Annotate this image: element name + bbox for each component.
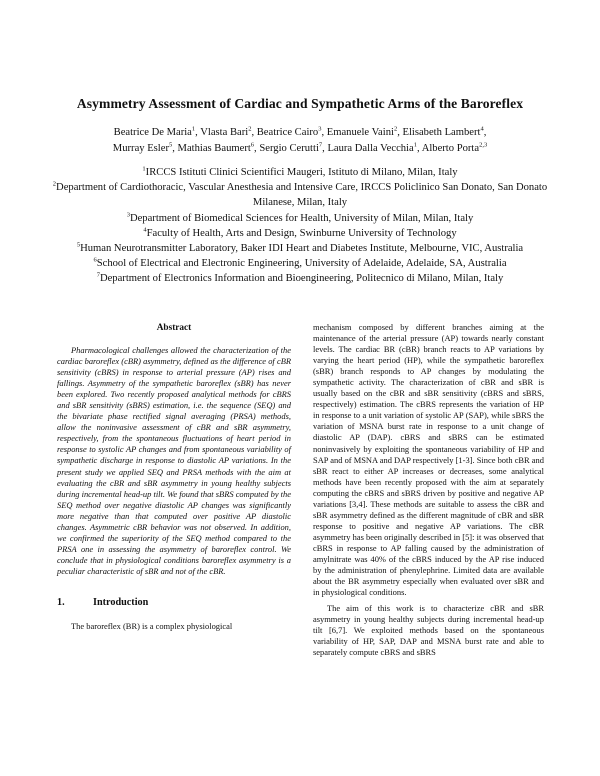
affiliation-text: Department of Cardiothoracic, Vascular Anesthesia and Intensive Care, IRCCS Policlinico San Donato, San Donato Milanese, Milan, Italy <box>56 182 548 209</box>
author-name: Laura Dalla Vecchia <box>327 142 414 154</box>
affiliation-text: Human Neurotransmitter Laboratory, Baker IDI Heart and Diabetes Institute, Melbourne, VIC, Australia <box>80 243 524 255</box>
author-affil-sup: 4 <box>480 125 484 133</box>
author-list <box>60 125 540 156</box>
author-name: Murray Esler <box>112 142 169 154</box>
affiliation <box>40 165 560 180</box>
affiliation <box>40 256 560 271</box>
affiliation <box>40 241 560 256</box>
affiliation-text: School of Electrical and Electronic Engineering, University of Adelaide, Adelaide, SA, Australia <box>96 258 507 270</box>
affiliation-text: IRCCS Istituti Clinici Scientifici Maugeri, Istituto di Milano, Milan, Italy <box>145 167 458 178</box>
author-affil-sup: 7 <box>318 140 323 148</box>
author-name: Elisabeth Lambert <box>402 127 481 138</box>
affiliation <box>40 180 560 210</box>
author-affil-sup: 1 <box>413 140 417 148</box>
author-name: Beatrice Cairo <box>256 127 319 138</box>
author-name: Mathias Baumert <box>177 142 251 154</box>
affiliation-sup: 4 <box>143 226 147 234</box>
body-paragraph: mechanism composed by different branches aiming at the maintenance of the arterial pressure (AP) towards nearly constant levels. The cardiac BR (cBR) branch reacts to AP variations by varying the heart period (HP), while the sympathetic baroreflex (sBR) branch responds to AP changes by modulating the sympathetic activity. The characterization of cBR and sBR is usually based on the cBR and sBR sensitivity (cBRS and sBRS, respectively) estimation. The cBRS represents the variation of HP in response to a unit variation of systolic AP (SAP), while sBRS the variation of MSNA burst rate in response to a unit change of diastolic AP (DAP). cBRS and sBRS can be estimated noninvasively by exploiting the spontaneous variability of HP and SAP and of MSNA and DAP respectively [1-3]. Since both cBR and sBR react to either AP increases or decreases, some analytical methods have been recently proposed with the aim at separately computing the cBRS and sBRS driven by positive and negative AP variations [3,4]. These methods are suitable to assess the cBR and sBR asymmetry defined as the different magnitude of cBR and sBR response to positive and negative AP variations. The cBR asymmetry has been originally described in [5]: it was observed that cBRS in response to AP falling caused by the administration of amylnitrate was 40% of the cBRS induced by the AP rise induced by the administration of phenylephrine. Limited data are available about the BR asymmetry especially when evaluated over sBR and in physiological conditions. <box>313 322 544 598</box>
affiliation-text: Faculty of Health, Arts and Design, Swinburne University of Technology <box>146 227 457 239</box>
author-name: Alberto Porta <box>421 142 480 154</box>
section-title: Introduction <box>93 596 149 608</box>
affiliation <box>40 271 560 286</box>
author-affil-sup: 3 <box>318 125 322 133</box>
author-name: Vlasta Bari <box>200 127 249 138</box>
section-number: 1. <box>57 596 65 608</box>
author-affil-sup: 5 <box>168 140 173 148</box>
affiliation-sup: 7 <box>96 271 100 279</box>
abstract-text: Pharmacological challenges allowed the characterization of the cardiac baroreflex (cBR) asymmetry, defined as the difference of cBR sensitivity (cBRS) in response to arterial pressure (AP) rises and fallings. Asymmetry of the sympathetic baroreflex (sBR) has never been explored. Two recently proposed analytical methods for cBRS and sBR sensitivity (sBRS) estimation, i.e. the sequence (SEQ) and the bivariate phase rectified signal averaging (PRSA) methods, allow the noninvasive assessment of cBR and sBR asymmetry, respectively, from the spontaneous fluctuations of heart period in response to systolic AP changes and from spontaneous variability of sympathetic discharge in response to diastolic AP variations. In the present study we applied SEQ and PRSA methods with the aim at evaluating the cBR and sBR asymmetry in young healthy subjects during incremental head-up tilt. We found that sBRS computed by the SEQ method over negative diastolic AP changes was significantly more negative than that computed over positive AP diastolic changes. Asymmetric cBR behavior was not observed. In addition, we confirmed the superiority of the SEQ method compared to the PRSA one in assessing the asymmetry of baroreflex control. We conclude that in physiological conditions baroreflex asymmetry is a peculiar characteristic of sBR and not of the cBR. <box>57 345 291 576</box>
author-name: Emanuele Vaini <box>326 127 394 138</box>
affiliation-sup: 2 <box>52 180 57 188</box>
introduction-heading <box>57 596 291 609</box>
abstract-heading: Abstract <box>156 323 192 333</box>
affiliation-text: Department of Biomedical Sciences for Health, University of Milan, Milan, Italy <box>129 212 474 224</box>
author-name: Beatrice De Maria <box>113 127 192 138</box>
left-column <box>57 322 291 632</box>
author-affil-sup: 2 <box>393 125 398 133</box>
author-affil-sup: 1 <box>191 125 196 133</box>
affiliation-text: Department of Electronics Information and Bioengineering, Politecnico di Milano, Milan, Italy <box>99 273 504 285</box>
affiliation-sup: 5 <box>76 241 81 249</box>
author-affil-sup: 2 <box>248 125 252 133</box>
affiliation-sup: 1 <box>142 165 146 173</box>
affiliation-sup: 6 <box>93 256 97 264</box>
author-affil-sup: 6 <box>250 140 255 148</box>
introduction-text: The baroreflex (BR) is a complex physiological <box>71 620 233 631</box>
author-affil-sup: 2,3 <box>479 140 488 148</box>
author-line-2: Murray Esler$^5$, Mathias Baumert$^6$, Sergio Cerutti$^7$, Laura Dalla Vecchia$^1$, Alberto Porta$^{2,3}$ <box>112 140 488 154</box>
body-paragraph: The aim of this work is to characterize cBR and sBR asymmetry in young healthy subjects during incremental head-up tilt [6,7]. We exploited methods based on the spontaneous variability of HP, SAP, DAP and MSNA burst rate and able to separately compute cBRS and sBRS <box>313 603 544 658</box>
paper-title: Asymmetry Assessment of Cardiac and Sympathetic Arms of the Baroreflex <box>76 96 524 111</box>
affiliation <box>40 226 560 241</box>
author-name: Sergio Cerutti <box>259 142 319 154</box>
affiliation-list <box>40 165 560 287</box>
author-line-1: Beatrice De Maria$^1$, Vlasta Bari$^2$, Beatrice Cairo$^3$, Emanuele Vaini$^2$, Elisabeth Lambert$^4$, <box>113 125 487 138</box>
affiliation-sup: 3 <box>126 211 130 219</box>
affiliation <box>40 211 560 226</box>
right-column <box>313 322 544 658</box>
